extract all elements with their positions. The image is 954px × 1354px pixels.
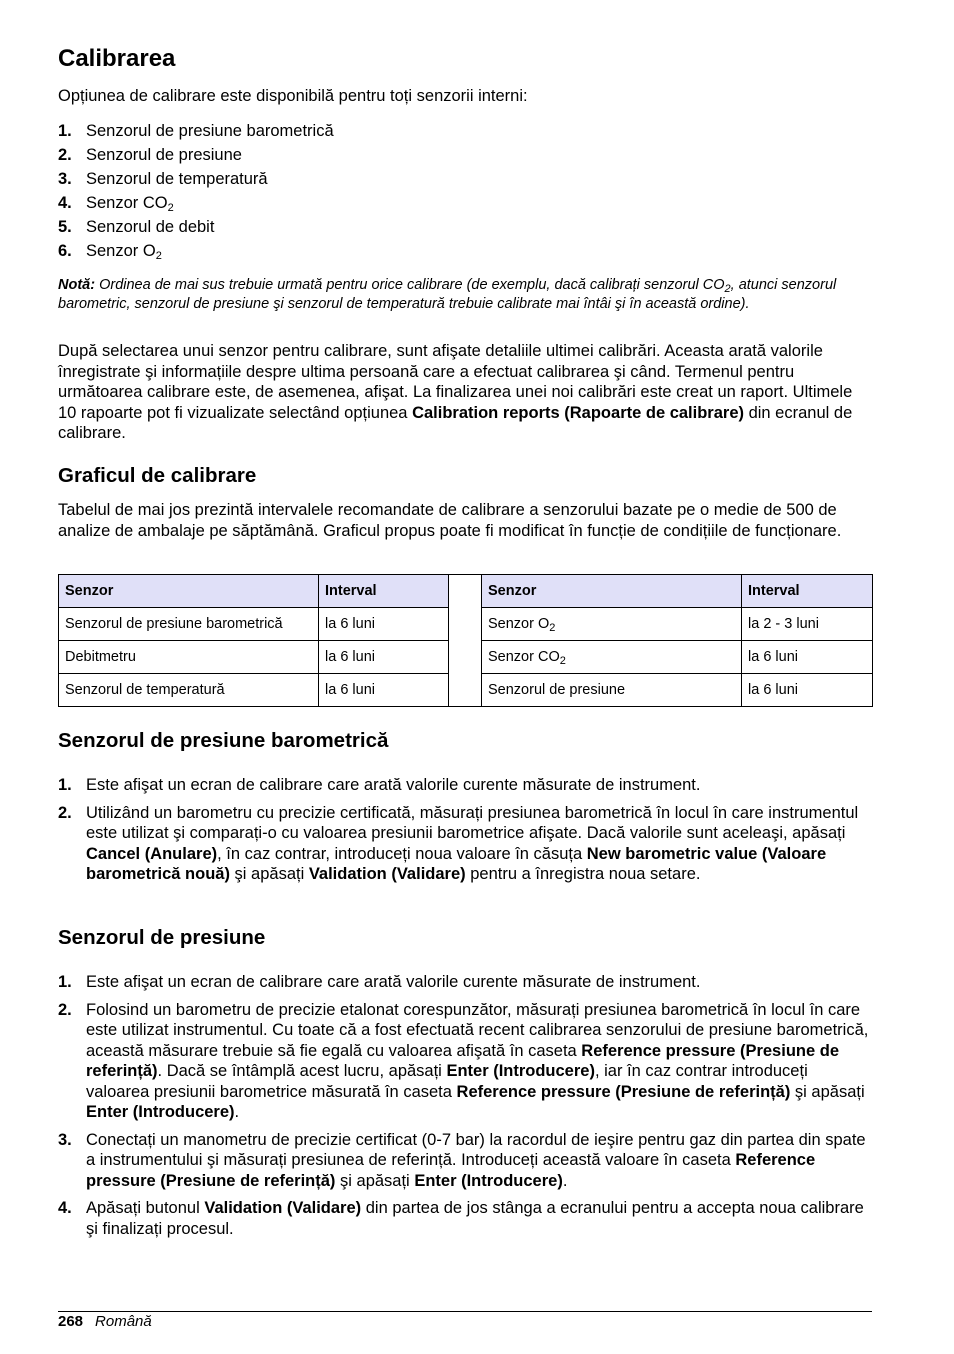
list-item: 1. Este afişat un ecran de calibrare care arată valorile curente măsurate de instrument. — [58, 776, 701, 794]
table-cell: la 6 luni — [319, 608, 449, 641]
sensor-list — [58, 121, 872, 265]
table-cell: Debitmetru — [59, 641, 319, 674]
footer-language: Română — [95, 1313, 152, 1330]
pressure-steps — [58, 972, 872, 1246]
page-title: Calibrarea — [58, 45, 176, 72]
list-item: 3. Conectați un manometru de precizie certificat (0-7 bar) la racordul de ieşire pentru gaz din partea din spate a instrumentului şi măsurați presiunea de referință. Introduceți această valoare în caseta Reference pressure (Presiune de referință) şi apăsați Enter (Introducere). — [58, 1130, 866, 1190]
page-number: 268 — [58, 1313, 84, 1330]
footer-divider — [58, 1311, 872, 1312]
column-header: Senzor — [59, 575, 319, 608]
list-item: 2. Utilizând un barometru cu precizie certificată, măsurați presiunea barometrică în locul în care instrumentul este utilizat şi comparați-o cu valoarea presiunii barometrice afişate. Dacă valorile sunt aceleaşi, apăsați Cancel (Anulare), în caz contrar, introduceți noua valoare în căsuța New barometric value (Valoare barometrică nouă) şi apăsați Validation (Validare) pentru a înregistra noua setare. — [58, 803, 859, 883]
list-item: 2. Folosind un barometru de precizie etalonat corespunzător, măsurați presiunea barometrică în locul în care este utilizat instrumentul. Cu toate că a fost efectuată recent calibrarea senzorului de presiune barometrică, această măsurare trebuie să fie egală cu valoarea afişată în caseta Reference pressure (Presiune de referință). Dacă se întâmplă acest lucru, apăsați Enter (Introducere), iar în caz contrar introduceți valoarea presiunii barometrice măsurată în caseta Reference pressure (Presiune de referință) şi apăsați Enter (Introducere). — [58, 1000, 869, 1121]
calibration-details-paragraph: După selectarea unui senzor pentru calibrare, sunt afişate detaliile ultimei calibrări. Aceasta arată valorile înregistrate şi informațiile despre ultima persoană care a efectuat calibrarea şi când. Termenul pentru următoarea calibrare este, de asemenea, afişat. La finalizarea unei noi calibrări este creat un raport. Ultimele 10 rapoarte pot fi vizualizate selectând opțiunea Calibration reports (Rapoarte de calibrare) din ecranul de calibrare. — [58, 342, 853, 442]
list-item: 5. Senzorul de debit — [58, 218, 215, 236]
list-item: 4. Apăsați butonul Validation (Validare) din partea de jos stânga a ecranului pentru a accepta noua calibrare şi finalizați procesul. — [58, 1199, 864, 1238]
table-cell: la 6 luni — [319, 641, 449, 674]
table-cell: Senzor $O_2$ — [482, 608, 742, 641]
intro-paragraph: Opțiunea de calibrare este disponibilă pentru toți senzorii interni: — [58, 87, 528, 105]
table-cell: la 6 luni — [742, 674, 873, 707]
table-cell: la 6 luni — [319, 674, 449, 707]
note-paragraph: Notă: Ordinea de mai sus trebuie urmată pentru orice calibrare (de exemplu, dacă calibrați senzorul $CO_2$, atunci senzorul barometric, senzorul de presiune şi senzorul de temperatură trebuie calibrate mai întâi şi în această ordine). — [58, 277, 837, 312]
section-heading-barometric: Senzorul de presiune barometrică — [58, 729, 389, 752]
table-cell: la 2 - 3 luni — [742, 608, 873, 641]
page-footer — [58, 1312, 152, 1332]
list-item: 1. Este afişat un ecran de calibrare care arată valorile curente măsurate de instrument. — [58, 973, 701, 991]
table-spacer — [449, 575, 482, 707]
list-item: 3. Senzorul de temperatură — [58, 170, 268, 188]
list-item: 6. Senzor $O_2$ — [58, 242, 162, 262]
column-header: Interval — [742, 575, 873, 608]
schedule-paragraph: Tabelul de mai jos prezintă intervalele recomandate de calibrare a senzorului bazate pe o medie de 500 de analize de ambalaje pe săptămână. Graficul propus poate fi modificat în funcție de condițiile de funcționare. — [58, 501, 842, 540]
column-header: Interval — [319, 575, 449, 608]
table-cell: la 6 luni — [742, 641, 873, 674]
list-item: 1. Senzorul de presiune barometrică — [58, 122, 334, 140]
section-heading-schedule: Graficul de calibrare — [58, 464, 257, 487]
table-cell: Senzorul de presiune barometrică — [59, 608, 319, 641]
table-header-row — [59, 575, 873, 608]
list-item: 4. Senzor $CO_2$ — [58, 194, 174, 214]
barometric-steps — [58, 775, 872, 892]
table-cell: Senzorul de presiune — [482, 674, 742, 707]
calibration-schedule-table — [58, 574, 873, 707]
column-header: Senzor — [482, 575, 742, 608]
list-item: 2. Senzorul de presiune — [58, 146, 242, 164]
table-cell: Senzor $CO_2$ — [482, 641, 742, 674]
table-cell: Senzorul de temperatură — [59, 674, 319, 707]
section-heading-pressure: Senzorul de presiune — [58, 926, 266, 949]
